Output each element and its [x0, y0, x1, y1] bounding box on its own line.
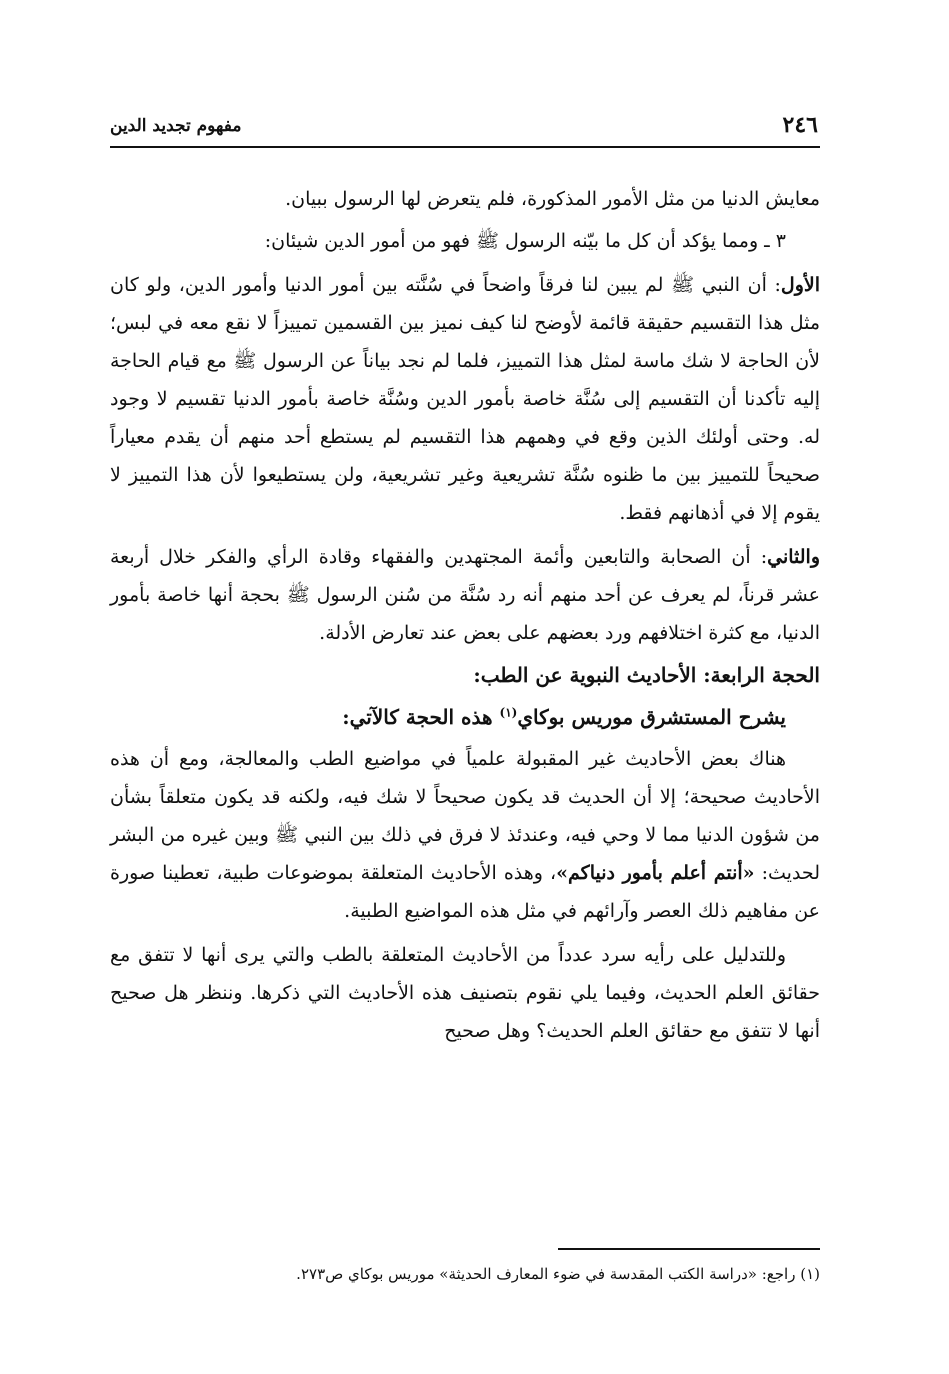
- paragraph-quote: [110, 740, 820, 930]
- first-point-text: : أن النبي ﷺ لم يبين لنا فرقاً واضحاً في سُنَّته بين أمور الدنيا وأمور الدين، ولو كان مثل هذا التقسيم حقيقة قائمة لأوضح لنا كيف نميز بين القسمين تمييزاً لا نقع معه في لبس؛ لأن الحاجة لا شك ماسة لمثل هذا التمييز، فلما لم نجد بياناً عن الرسول ﷺ مع قيام الحاجة إليه تأكدنا أن التقسيم إلى سُنَّة خاصة بأمور الدين وسُنَّة خاصة بأمور الدنيا تقسيم لا وجود له. وحتى أولئك الذين وقع في وهمهم هذا التقسيم لم يستطع أحد منهم أن يقدم معياراً صحيحاً للتمييز بين ما ظنوه سُنَّة تشريعية وغير تشريعية، ولن يستطيعوا لأن هذا التمييز لا يقوم إلا في أذهانهم فقط.: [110, 274, 820, 524]
- footnote-reference[interactable]: (١): [499, 705, 518, 720]
- section-heading: الحجة الرابعة: الأحاديث النبوية عن الطب:: [473, 663, 820, 687]
- hadith-quote: «أنتم أعلم بأمور دنياكم»: [556, 862, 755, 884]
- paragraph-1: معايش الدنيا من مثل الأمور المذكورة، فلم يتعرض لها الرسول ببيان.: [285, 188, 820, 210]
- footnote-rule: [558, 1248, 820, 1250]
- paragraph-second-point: [110, 538, 820, 652]
- second-point-label: والثاني: [767, 546, 820, 568]
- footnote-text: راجع: «دراسة الكتب المقدسة في ضوء المعارف الحديثة» موريس بوكاي ص٢٧٣.: [296, 1265, 796, 1283]
- second-point-text: : أن الصحابة والتابعين وأئمة المجتهدين والفقهاء وقادة الرأي والفكر خلال أربعة عشر قرناً، لم يعرف عن أحد منهم أنه رد سُنَّة من سُنن الرسول ﷺ بحجة أنها خاصة بأمور الدنيا، مع كثرة اختلافهم ورد بعضهم على بعض عند تعارض الأدلة.: [110, 546, 820, 644]
- footnote: [110, 1262, 820, 1286]
- section-subheading: [110, 698, 820, 736]
- paragraph-first-point: [110, 266, 820, 532]
- first-point-label: الأول: [780, 274, 820, 296]
- page-number: ٢٤٦: [782, 112, 818, 138]
- header-rule: [110, 146, 820, 148]
- paragraph-last: وللتدليل على رأيه سرد عدداً من الأحاديث المتعلقة بالطب والتي يرى أنها لا تتفق مع حقائق العلم الحديث، وفيما يلي نقوم بتصنيف هذه الأحاديث التي ذكرها. وننظر هل صحيح أنها لا تتفق مع حقائق العلم الحديث؟ وهل صحيح: [110, 944, 820, 1042]
- footnote-number: (١): [800, 1265, 820, 1283]
- quote-paragraph-text: هناك بعض الأحاديث غير المقبولة علمياً في مواضيع الطب والمعالجة، ومع أن هذه الأحاديث صحيحة؛ إلا أن الحديث قد يكون صحيحاً لا شك فيه، ولكنه قد يكون متعلقاً بشأن من شؤون الدنيا مما لا وحي فيه، وعندئذ لا فرق في ذلك بين النبي ﷺ وبين غيره من البشر لحديث:: [110, 748, 820, 884]
- page-header: [110, 112, 818, 146]
- subheading-text-after: هذه الحجة كالآتي:: [342, 705, 500, 729]
- running-title: مفهوم تجديد الدين: [110, 116, 242, 136]
- subheading-text-before: يشرح المستشرق موريس بوكاي: [517, 705, 786, 729]
- paragraph-2: ٣ ـ ومما يؤكد أن كل ما بيّنه الرسول ﷺ فهو من أمور الدين شيئان:: [264, 230, 786, 252]
- body-text: [110, 180, 820, 1054]
- quote-paragraph-after: ، وهذه الأحاديث المتعلقة بموضوعات طبية، تعطينا صورة عن مفاهيم ذلك العصر وآرائهم في مثل هذه المواضيع الطبية.: [110, 862, 820, 922]
